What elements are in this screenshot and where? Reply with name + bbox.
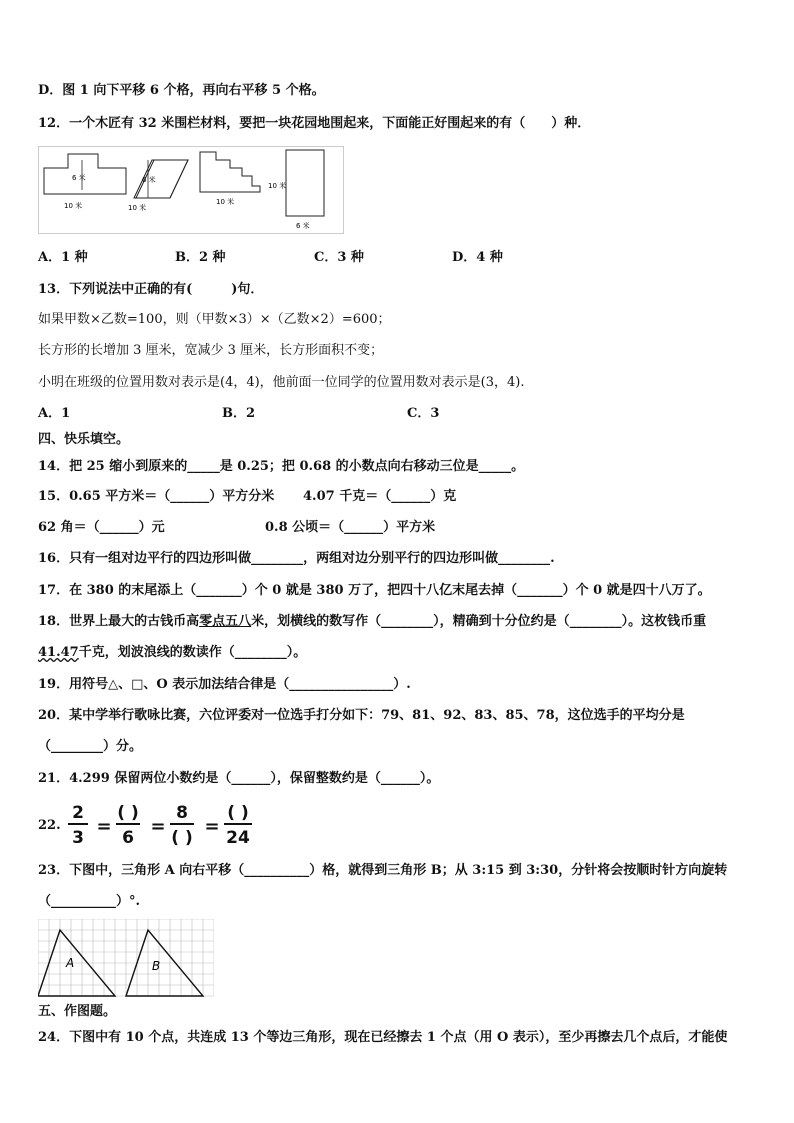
equals-sign-2: =: [150, 816, 166, 837]
q19-text: 19．用符号△、□、O 表示加法结合律是（________________）.: [38, 677, 411, 692]
q18-line-2-suffix: 千克，划波浪线的数读作（________）。: [78, 645, 307, 660]
q12-option-c: C．3 种: [314, 250, 364, 265]
q14-text: 14．把 25 缩小到原来的_____是 0.25；把 0.68 的小数点向右移动三位是_____。: [38, 459, 525, 474]
fraction-4-numerator: ( ): [227, 803, 249, 823]
shape4-height-label: 10 米: [268, 182, 287, 190]
triangle-b-label: B: [152, 959, 161, 973]
q20-text-2: （________）分。: [38, 739, 143, 754]
q17-text: 17．在 380 的末尾添上（_______）个 0 就是 380 万了，把四十八亿末尾去掉（_______）个 0 就是四十八万了。: [38, 583, 711, 598]
q15-part-a: 15．0.65 平方米＝（______）平方分米: [38, 489, 275, 504]
shape4-figure: [268, 150, 324, 230]
fraction-4-denominator: 24: [226, 828, 250, 848]
q13-option-b: B．2: [222, 406, 256, 421]
q18-line-1: [38, 613, 706, 631]
q18-wavy-number: 41.47: [38, 645, 79, 660]
q12-text: 12．一个木匠有 32 米围栏材料，要把一块花园地围起来，下面能正好围起来的有（ ）种．: [38, 116, 591, 131]
equals-sign-3: =: [204, 816, 220, 837]
q24-text: 24．下图中有 10 个点，共连成 13 个等边三角形，现在已经擦去 1 个点（用 O 表示），至少再擦去几个点后，才能使: [38, 1030, 728, 1045]
equals-sign-1: =: [96, 816, 112, 837]
shape3-figure: [200, 152, 260, 206]
q23-grid-figure: [38, 919, 214, 999]
shape2-height-label: 6 米: [142, 176, 156, 184]
q23-text: 23．下图中，三角形 A 向右平移（__________）格，就得到三角形 B；从 3:15 到 3:30，分针将会按顺时针方向旋转: [38, 863, 728, 878]
q15-part-d: 0.8 公顷＝（______）平方米: [265, 520, 436, 535]
q13-statement-2: 长方形的长增加 3 厘米，宽减少 3 厘米，长方形面积不变；: [38, 343, 384, 358]
fraction-3-numerator: 8: [176, 803, 188, 823]
q15-part-b: 4.07 千克＝（______）克: [303, 489, 457, 504]
q22-label: 22.: [38, 818, 61, 833]
section-5-heading: 五、作图题。: [38, 1004, 117, 1019]
q18-prefix: 18．世界上最大的古钱币高: [38, 614, 200, 629]
fraction-2-denominator: 6: [122, 828, 134, 848]
q13-option-a: A．1: [38, 406, 71, 421]
q12-option-b: B．2 种: [175, 250, 226, 265]
q16-text: 16．只有一组对边平行的四边形叫做________，两组对边分别平行的四边形叫做________.: [38, 551, 555, 566]
q21-text: 21．4.299 保留两位小数约是（______），保留整数约是（______）。: [38, 771, 440, 786]
q12-option-a: A．1 种: [38, 250, 88, 265]
fraction-2-numerator: ( ): [117, 803, 139, 823]
q11-option-d: D．图 1 向下平移 6 个格，再向右平移 5 个格。: [38, 83, 325, 98]
q18-line-2: [38, 644, 306, 662]
shape1-height-label: 6 米: [72, 174, 86, 182]
shape1-width-label: 10 米: [64, 202, 83, 210]
q12-figure: [38, 146, 344, 234]
q12-option-d: D．4 种: [452, 250, 503, 265]
q13-option-c: C．3: [407, 406, 440, 421]
q22-fraction-equation: [66, 800, 266, 848]
shape1-figure: [44, 154, 126, 210]
fraction-1-denominator: 3: [72, 828, 84, 848]
q23-text-2: （__________）°.: [38, 894, 141, 909]
q15-part-c: 62 角＝（______）元: [38, 520, 165, 535]
q18-underlined-number: 零点五八: [199, 614, 252, 629]
shape2-figure: [128, 160, 188, 212]
q20-text: 20．某中学举行歌咏比赛，六位评委对一位选手打分如下：79、81、92、83、85、78，这位选手的平均分是: [38, 708, 685, 723]
shape2-width-label: 10 米: [128, 204, 147, 212]
shape4-width-label: 6 米: [296, 222, 310, 230]
shape3-width-label: 10 米: [216, 198, 235, 206]
triangle-a-label: A: [66, 956, 75, 970]
section-4-heading: 四、快乐填空。: [38, 432, 130, 447]
q13-statement-1: 如果甲数×乙数=100，则（甲数×3）×（乙数×2）=600；: [38, 312, 391, 327]
q13-statement-3: 小明在班级的位置用数对表示是(4，4)，他前面一位同学的位置用数对表示是(3，4).: [38, 375, 525, 390]
fraction-1-numerator: 2: [72, 803, 84, 823]
fraction-3-denominator: ( ): [171, 828, 193, 848]
q18-suffix: 米，划横线的数写作（________），精确到十分位约是（________）。这枚钱币重: [251, 614, 707, 629]
q13-text: 13．下列说法中正确的有( )句．: [38, 282, 264, 297]
